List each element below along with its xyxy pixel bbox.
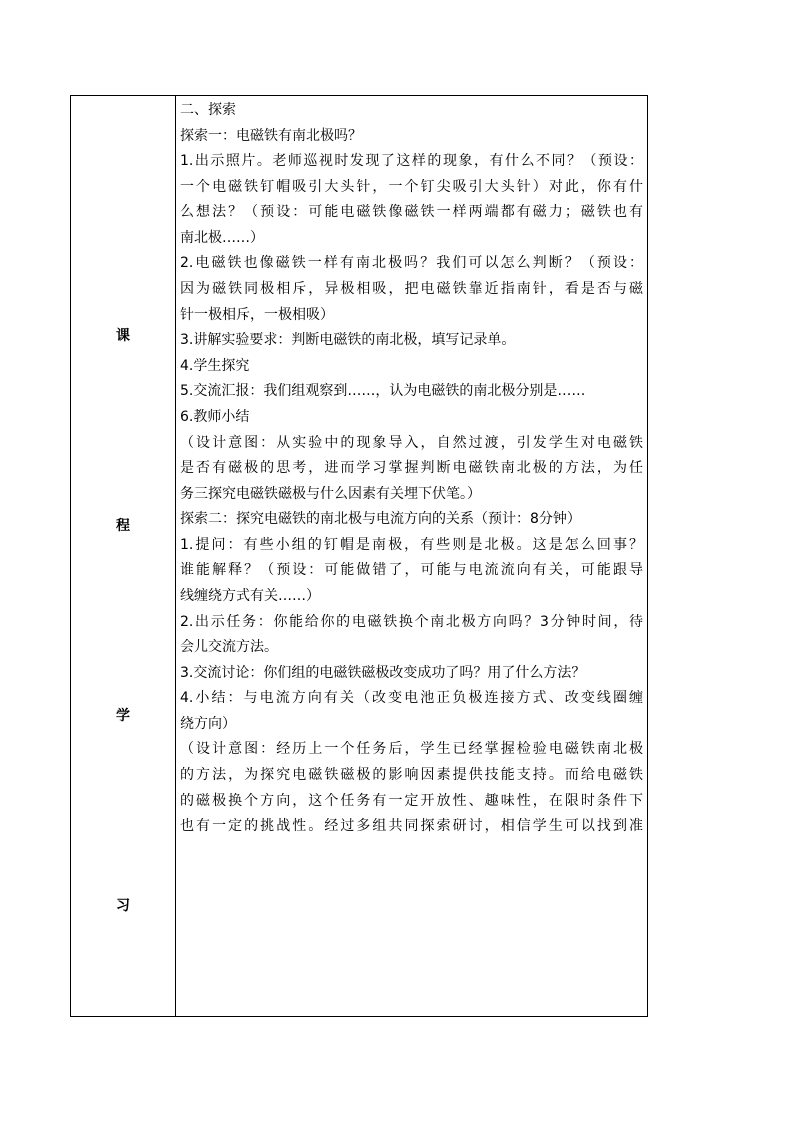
explore-two-title: 探索二：探究电磁铁的南北极与电流方向的关系（预计：8分钟） (180, 511, 581, 528)
text-line: 么想法？（预设：可能电磁铁像磁铁一样两端都有磁力；磁铁也有 (180, 204, 643, 221)
text-line: 4.小结：与电流方向有关（改变电池正负极连接方式、改变线圈缠 (180, 690, 643, 707)
text-line: 因为磁铁同极相斥，异极相吸，把电磁铁靠近指南针，看是否与磁 (180, 281, 643, 298)
text-line: 3.讲解实验要求：判断电磁铁的南北极，填写记录单。 (180, 332, 516, 349)
text-line: 2.出示任务：你能给你的电磁铁换个南北极方向吗？3分钟时间，待 (180, 613, 643, 630)
explore-one-title: 探索一：电磁铁有南北极吗？ (180, 127, 362, 144)
text-line: （设计意图：从实验中的现象导入，自然过渡，引发学生对电磁铁 (180, 434, 643, 451)
text-line: 线缠绕方式有关……） (180, 587, 320, 604)
text-line: 南北极……） (180, 229, 264, 246)
text-line: 5.交流汇报：我们组观察到……，认为电磁铁的南北极分别是…… (180, 383, 586, 400)
section-char-1: 课 (116, 328, 130, 344)
section-heading: 二、探索 (180, 102, 236, 118)
section-char-3: 学 (116, 708, 130, 724)
text-line: 也有一定的挑战性。经过多组共同探索研讨，相信学生可以找到准 (180, 818, 643, 835)
text-line: 会儿交流方法。 (180, 639, 278, 656)
text-line: 1.提问：有些小组的钉帽是南极，有些则是北极。这是怎么回事？ (180, 536, 643, 553)
text-line: 谁能解释？（预设：可能做错了，可能与电流流向有关，可能跟导 (180, 562, 643, 579)
text-line: 是否有磁极的思考，进而学习掌握判断电磁铁南北极的方法，为任 (180, 460, 643, 477)
section-char-4: 习 (116, 898, 130, 914)
text-line: 一个电磁铁钉帽吸引大头针，一个钉尖吸引大头针）对此，你有什 (180, 178, 643, 195)
text-line: 绕方向） (180, 715, 236, 732)
text-line: 6.教师小结 (180, 408, 250, 425)
text-line: 3.交流讨论：你们组的电磁铁磁极改变成功了吗？用了什么方法？ (180, 664, 586, 681)
text-line: 针一极相斥，一极相吸） (180, 306, 334, 323)
text-line: 2.电磁铁也像磁铁一样有南北极吗？我们可以怎么判断？（预设： (180, 255, 643, 272)
text-line: 务三探究电磁铁磁极与什么因素有关埋下伏笔。） (180, 485, 481, 502)
section-char-2: 程 (116, 518, 130, 534)
section-label-column (71, 96, 176, 1016)
text-line: （设计意图：经历上一个任务后，学生已经掌握检验电磁铁南北极 (180, 741, 643, 758)
text-line: 的磁极换个方向，这个任务有一定开放性、趣味性，在限时条件下 (180, 792, 643, 809)
lesson-content (176, 96, 647, 1016)
lesson-table (70, 95, 648, 1017)
text-line: 1.出示照片。老师巡视时发现了这样的现象，有什么不同？（预设： (180, 153, 643, 170)
text-line: 的方法，为探究电磁铁磁极的影响因素提供技能支持。而给电磁铁 (180, 767, 643, 784)
text-line: 4.学生探究 (180, 357, 250, 374)
